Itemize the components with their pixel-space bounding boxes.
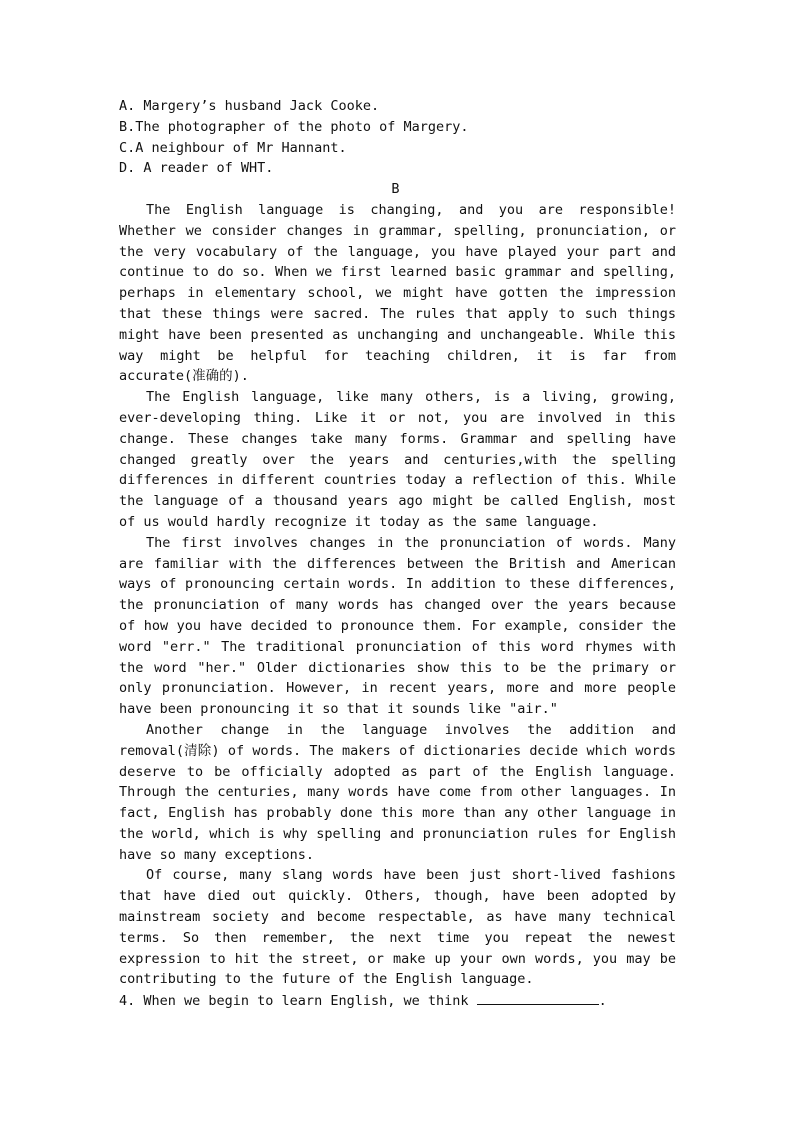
passage-paragraph-1: The English language is changing, and you are responsible! Whether we consider changes in grammar, spelling, pronunciation, or the very vocabulary of the language, you have played your part and continue to do so. When we first learned basic grammar and spelling, perhaps in elementary school, we might have gotten the impression that these things were sacred. The rules that apply to such things might have been presented as unchanging and unchangeable. While this way might be helpful for teaching children, it is far from accurate(准确的).	[119, 201, 676, 385]
answer-blank[interactable]	[477, 990, 599, 1005]
section-label: B	[391, 181, 400, 198]
passage-paragraph-3: The first involves changes in the pronunciation of words. Many are familiar with the differences between the British and American ways of pronouncing certain words. In addition to these differences, the pronunciation of many words has changed over the years because of how you have decided to pronounce them. For example, consider the word "err." The traditional pronunciation of this word rhymes with the word "her." Older dictionaries show this to be the primary or only pronunciation. However, in recent years, more and more people have been pronouncing it so that it sounds like "air."	[119, 534, 676, 718]
question-4	[119, 990, 676, 1012]
passage-paragraph-5: Of course, many slang words have been just short-lived fashions that have died out quickly. Others, though, have been adopted by mainstream society and become respectable, as have many technical terms. So then remember, the next time you repeat the newest expression to hit the street, or make up your own words, you may be contributing to the future of the English language.	[119, 867, 676, 988]
question-4-text: 4. When we begin to learn English, we think	[119, 993, 477, 1010]
option-d: D. A reader of WHT.	[119, 160, 274, 177]
option-c: C.A neighbour of Mr Hannant.	[119, 139, 347, 156]
option-a: A. Margery’s husband Jack Cooke.	[119, 98, 380, 114]
passage-paragraph-2: The English language, like many others, is a living, growing, ever-developing thing. Like it or not, you are involved in this change. These changes take many forms. Grammar and spelling have changed greatly over the years and centuries,with the spelling differences in different countries today a reflection of this. While the language of a thousand years ago might be called English, most of us would hardly recognize it today as the same language.	[119, 389, 676, 530]
option-b: B.The photographer of the photo of Margery.	[119, 118, 469, 135]
document-page	[119, 96, 676, 1012]
question-4-end: .	[598, 993, 607, 1010]
passage-paragraph-4: Another change in the language involves the addition and removal(清除) of words. The makers of dictionaries decide which words deserve to be officially adopted as part of the English language. Through the centuries, many words have come from other languages. In fact, English has probably done this more than any other language in the world, which is why spelling and pronunciation rules for English have so many exceptions.	[119, 721, 676, 863]
